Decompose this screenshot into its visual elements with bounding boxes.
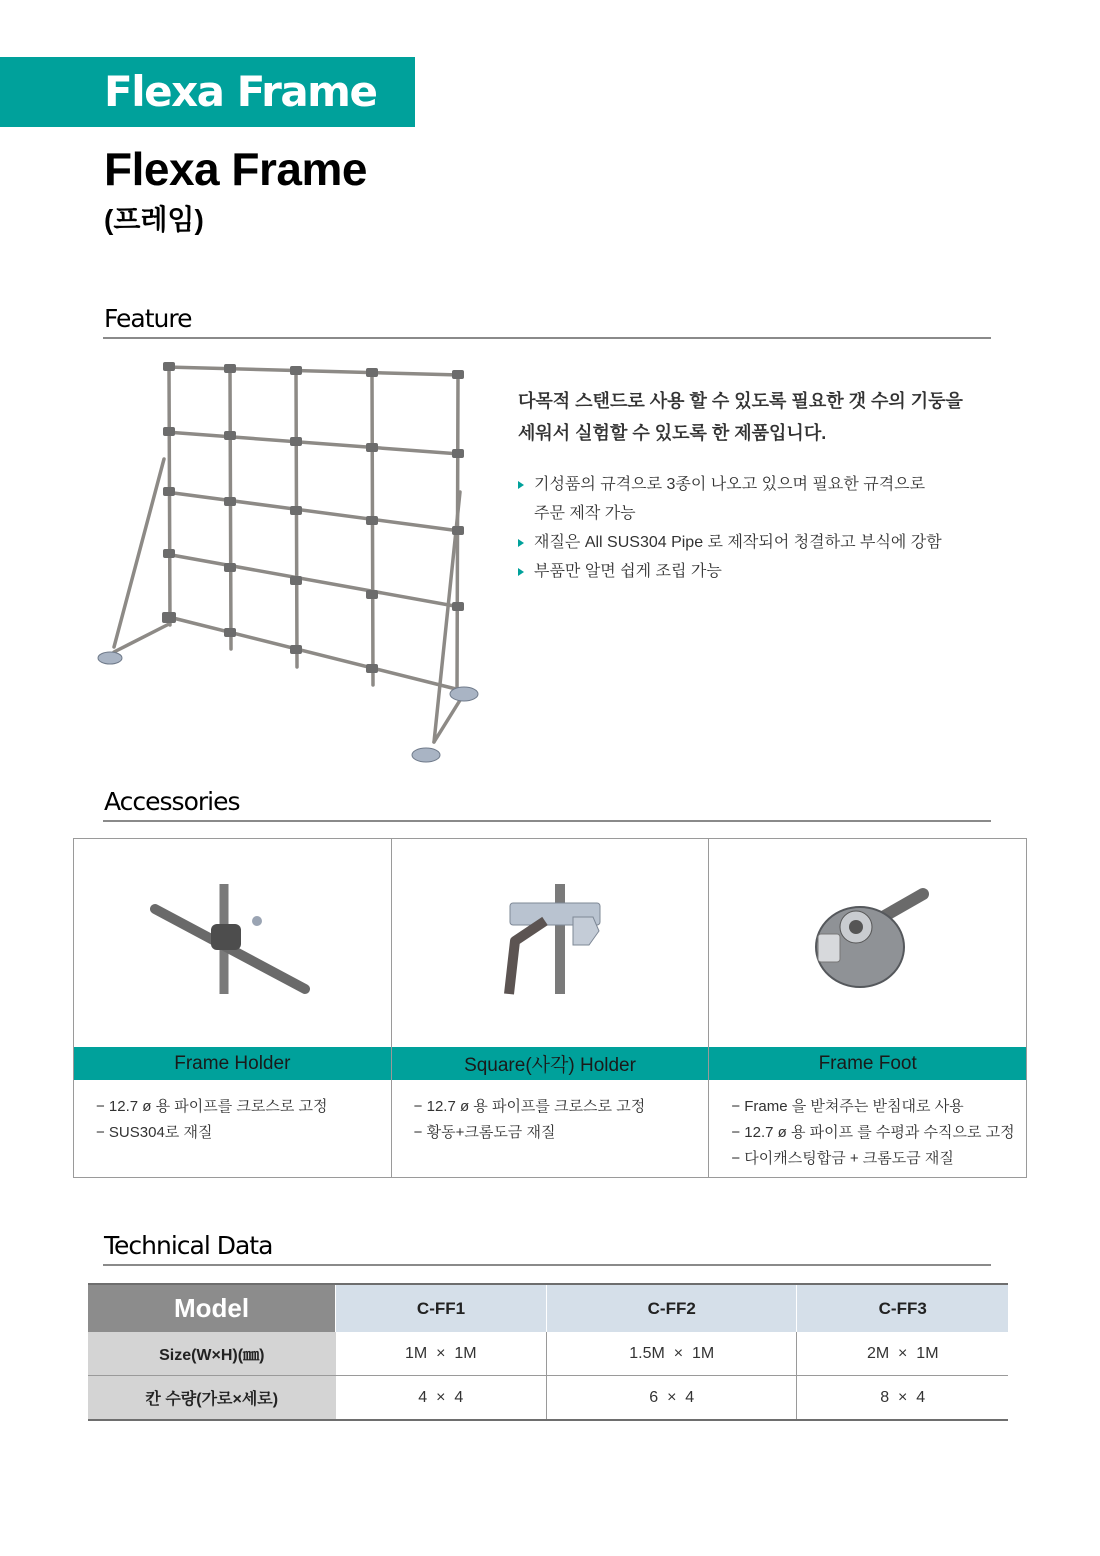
row-label: Size(W×H)(㎜) bbox=[88, 1332, 336, 1376]
accessory-frame-holder bbox=[74, 839, 392, 1177]
accessory-image bbox=[74, 839, 391, 1047]
model-column-header: C-FF1 bbox=[336, 1284, 547, 1332]
model-column-header: C-FF2 bbox=[547, 1284, 797, 1332]
feature-bullets bbox=[518, 470, 998, 586]
description-line: − 12.7 ø 용 파이프를 크로스로 고정 bbox=[96, 1098, 328, 1115]
feature-heading: Feature bbox=[104, 304, 192, 333]
square-holder-image bbox=[485, 879, 615, 999]
description-line: − 12.7 ø 용 파이프 를 수평과 수직으로 고정 bbox=[731, 1124, 1015, 1141]
feature-bullet bbox=[518, 557, 998, 586]
bullet-text: 기성품의 규격으로 3종이 나오고 있으며 필요한 규격으로 bbox=[534, 476, 926, 493]
frame-product-image bbox=[92, 342, 502, 772]
accessories-table bbox=[73, 838, 1027, 1178]
bullet-text: 부품만 알면 쉽게 조립 가능 bbox=[534, 563, 722, 580]
row-label: 칸 수량(가로×세로) bbox=[88, 1376, 336, 1421]
accessory-description bbox=[709, 1080, 1026, 1172]
technical-heading: Technical Data bbox=[104, 1231, 273, 1260]
accessory-square-holder bbox=[392, 839, 710, 1177]
accessory-image bbox=[709, 839, 1026, 1047]
description-line: − 다이캐스팅합금 + 크롬도금 재질 bbox=[731, 1150, 954, 1167]
table-cell: 8 × 4 bbox=[797, 1376, 1008, 1421]
accessories-divider bbox=[103, 820, 991, 822]
triangle-bullet-icon bbox=[518, 481, 524, 489]
bullet-text: 주문 제작 가능 bbox=[534, 505, 636, 522]
accessory-name: Frame Foot bbox=[709, 1047, 1026, 1080]
feature-intro bbox=[518, 385, 1008, 449]
intro-line: 세워서 실험할 수 있도록 한 제품입니다. bbox=[518, 423, 827, 443]
frame-holder-image bbox=[147, 879, 317, 999]
accessory-name: Square(사각) Holder bbox=[392, 1047, 709, 1080]
feature-bullet bbox=[518, 528, 998, 557]
feature-bullet bbox=[518, 470, 998, 528]
model-header: Model bbox=[88, 1284, 336, 1332]
table-cell: 1M × 1M bbox=[336, 1332, 547, 1376]
page-title: Flexa Frame bbox=[104, 143, 367, 195]
table-cell: 2M × 1M bbox=[797, 1332, 1008, 1376]
page-subtitle: (프레임) bbox=[104, 204, 204, 235]
title-banner bbox=[0, 57, 415, 127]
accessory-name: Frame Holder bbox=[74, 1047, 391, 1080]
technical-divider bbox=[103, 1264, 991, 1266]
table-row bbox=[88, 1376, 1008, 1421]
description-line: − Frame 을 받쳐주는 받침대로 사용 bbox=[731, 1098, 964, 1115]
model-column-header: C-FF3 bbox=[797, 1284, 1008, 1332]
accessory-description bbox=[74, 1080, 391, 1146]
technical-data-table bbox=[88, 1283, 1008, 1421]
description-line: − 12.7 ø 용 파이프를 크로스로 고정 bbox=[413, 1098, 646, 1115]
triangle-bullet-icon bbox=[518, 539, 524, 547]
banner-title: Flexa Frame bbox=[104, 67, 377, 116]
table-cell: 6 × 4 bbox=[547, 1376, 797, 1421]
table-cell: 4 × 4 bbox=[336, 1376, 547, 1421]
description-line: − 황동+크롬도금 재질 bbox=[413, 1124, 556, 1141]
accessory-image bbox=[392, 839, 709, 1047]
frame-foot-image bbox=[798, 879, 938, 999]
table-row bbox=[88, 1332, 1008, 1376]
accessory-description bbox=[392, 1080, 709, 1146]
accessory-frame-foot bbox=[709, 839, 1026, 1177]
accessories-heading: Accessories bbox=[104, 787, 240, 816]
feature-divider bbox=[103, 337, 991, 339]
triangle-bullet-icon bbox=[518, 568, 524, 576]
description-line: − SUS304로 재질 bbox=[96, 1124, 213, 1141]
table-cell: 1.5M × 1M bbox=[547, 1332, 797, 1376]
bullet-text: 재질은 All SUS304 Pipe 로 제작되어 청결하고 부식에 강함 bbox=[534, 534, 942, 551]
intro-line: 다목적 스탠드로 사용 할 수 있도록 필요한 갯 수의 기둥을 bbox=[518, 391, 963, 411]
table-header-row bbox=[88, 1284, 1008, 1332]
